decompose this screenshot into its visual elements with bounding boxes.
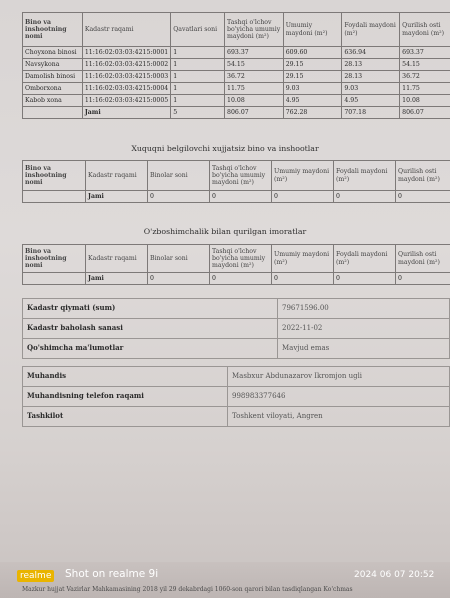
cell: 11:16:02:03:03:4215:0005 bbox=[82, 95, 170, 107]
cell: 693.37 bbox=[400, 47, 450, 59]
header-cell: Kadastr raqami bbox=[86, 245, 148, 273]
header-cell: Qurilish osti maydoni (m²) bbox=[396, 245, 450, 273]
photo-timestamp: 2024 06 07 20:52 bbox=[354, 570, 435, 580]
footer-note: Mazkur hujjat Vazirlar Mahkamasining 2018 yil 29 dekabrdagi 1060-son qarori bilan tasdiqlangan Ko'chmas bbox=[22, 586, 353, 593]
cell: 11:16:02:03:03:4215:0003 bbox=[82, 71, 170, 83]
info-row bbox=[23, 367, 450, 387]
cell: 693.37 bbox=[225, 47, 284, 59]
cell: 1 bbox=[171, 59, 225, 71]
header-cell: Binolar soni bbox=[148, 161, 210, 191]
cell: 36.72 bbox=[225, 71, 284, 83]
cell: 11:16:02:03:03:4215:0004 bbox=[82, 83, 170, 95]
cell: 11:16:02:03:03:4215:0001 bbox=[82, 47, 170, 59]
cell: 4.95 bbox=[283, 95, 342, 107]
cell: 1 bbox=[171, 71, 225, 83]
info-value: 79671596.00 bbox=[278, 299, 450, 319]
cell: 0 bbox=[396, 191, 450, 203]
undocumented-buildings-table bbox=[22, 160, 450, 203]
info-label: Tashkilot bbox=[23, 407, 228, 427]
cell: 9.03 bbox=[342, 83, 400, 95]
cell: 29.15 bbox=[283, 59, 342, 71]
total-label: Jami bbox=[86, 273, 148, 285]
cell: 54.15 bbox=[225, 59, 284, 71]
cell: Damolish binosi bbox=[23, 71, 83, 83]
header-cell: Bino va inshootning nomi bbox=[23, 245, 86, 273]
cell bbox=[23, 273, 86, 285]
cell: 1 bbox=[171, 83, 225, 95]
total-row bbox=[23, 107, 450, 119]
header-cell: Qurilish osti maydoni (m²) bbox=[396, 161, 450, 191]
cell: 11:16:02:03:03:4215:0002 bbox=[82, 59, 170, 71]
header-cell: Foydali maydoni (m²) bbox=[342, 13, 400, 47]
cell: 0 bbox=[272, 191, 334, 203]
cell: 707.18 bbox=[342, 107, 400, 119]
cell: 0 bbox=[334, 273, 396, 285]
realme-logo: realme bbox=[17, 570, 54, 582]
total-label: Jami bbox=[86, 191, 148, 203]
total-row bbox=[23, 191, 450, 203]
header-cell: Foydali maydoni (m²) bbox=[334, 245, 396, 273]
table-row bbox=[23, 95, 450, 107]
cell: 609.60 bbox=[283, 47, 342, 59]
info-label: Qo'shimcha ma'lumotlar bbox=[23, 339, 278, 359]
cell: 806.07 bbox=[225, 107, 284, 119]
header-cell: Kadastr raqami bbox=[86, 161, 148, 191]
header-cell: Umumiy maydoni (m²) bbox=[272, 245, 334, 273]
header-cell: Binolar soni bbox=[148, 245, 210, 273]
cell: 1 bbox=[171, 95, 225, 107]
info-label: Muhandis bbox=[23, 367, 228, 387]
cell: 28.13 bbox=[342, 59, 400, 71]
info-value: Toshkent viloyati, Angren bbox=[228, 407, 450, 427]
info-row bbox=[23, 319, 450, 339]
info-row bbox=[23, 387, 450, 407]
header-cell: Tashqi o'lchov bo'yicha umumiy maydoni (m²) bbox=[210, 245, 272, 273]
cell: 11.75 bbox=[225, 83, 284, 95]
cell: 762.28 bbox=[283, 107, 342, 119]
total-row bbox=[23, 273, 450, 285]
cell: 0 bbox=[210, 191, 272, 203]
cell: 0 bbox=[148, 273, 210, 285]
info-row bbox=[23, 299, 450, 319]
cell: 28.13 bbox=[342, 71, 400, 83]
info-value: 998983377646 bbox=[228, 387, 450, 407]
cell: 11.75 bbox=[400, 83, 450, 95]
cell: 0 bbox=[396, 273, 450, 285]
header-cell: Umumiy maydoni (m²) bbox=[272, 161, 334, 191]
cell: 5 bbox=[171, 107, 225, 119]
cell: Choyxona binosi bbox=[23, 47, 83, 59]
total-label: Jami bbox=[82, 107, 170, 119]
cell bbox=[23, 107, 83, 119]
cell: 29.15 bbox=[283, 71, 342, 83]
info-value: Masbxur Abdunazarov Ikromjon ugli bbox=[228, 367, 450, 387]
info-label: Kadastr qiymati (sum) bbox=[23, 299, 278, 319]
info-value: Mavjud emas bbox=[278, 339, 450, 359]
shot-on-watermark: Shot on realme 9i bbox=[65, 568, 159, 580]
cell: 0 bbox=[334, 191, 396, 203]
info-value: 2022-11-02 bbox=[278, 319, 450, 339]
header-cell: Qurilish osti maydoni (m²) bbox=[400, 13, 450, 47]
buildings-table-header bbox=[23, 13, 450, 47]
unauthorized-buildings-table bbox=[22, 244, 450, 285]
valuation-info-table bbox=[22, 298, 450, 359]
cell: Navsykona bbox=[23, 59, 83, 71]
section-title: O'zboshimchalik bilan qurilgan imoratlar bbox=[143, 227, 307, 236]
info-row bbox=[23, 339, 450, 359]
cell: Omborxona bbox=[23, 83, 83, 95]
header-cell: Bino va inshootning nomi bbox=[23, 161, 86, 191]
cell: 10.08 bbox=[225, 95, 284, 107]
cell: 806.07 bbox=[400, 107, 450, 119]
info-label: Kadastr baholash sanasi bbox=[23, 319, 278, 339]
cell: 4.95 bbox=[342, 95, 400, 107]
header-cell: Bino va inshootning nomi bbox=[23, 13, 83, 47]
cell: 0 bbox=[210, 273, 272, 285]
table-header bbox=[23, 161, 450, 191]
header-cell: Umumiy maydoni (m²) bbox=[283, 13, 342, 47]
info-row bbox=[23, 407, 450, 427]
cell: 0 bbox=[272, 273, 334, 285]
header-cell: Kadastr raqami bbox=[82, 13, 170, 47]
cell: 1 bbox=[171, 47, 225, 59]
buildings-table bbox=[22, 12, 450, 119]
header-cell: Tashqi o'lchov bo'yicha umumiy maydoni (m²) bbox=[225, 13, 284, 47]
cell: 9.03 bbox=[283, 83, 342, 95]
cell: 36.72 bbox=[400, 71, 450, 83]
cell: 10.08 bbox=[400, 95, 450, 107]
table-row bbox=[23, 71, 450, 83]
header-cell: Tashqi o'lchov bo'yicha umumiy maydoni (m²) bbox=[210, 161, 272, 191]
cell: 0 bbox=[148, 191, 210, 203]
engineer-info-table bbox=[22, 366, 450, 427]
table-header bbox=[23, 245, 450, 273]
cell: Kabob xona bbox=[23, 95, 83, 107]
table-row bbox=[23, 83, 450, 95]
header-cell: Foydali maydoni (m²) bbox=[334, 161, 396, 191]
table-row bbox=[23, 47, 450, 59]
header-cell: Qavatlari soni bbox=[171, 13, 225, 47]
info-label: Muhandisning telefon raqami bbox=[23, 387, 228, 407]
cell bbox=[23, 191, 86, 203]
table-row bbox=[23, 59, 450, 71]
cell: 636.94 bbox=[342, 47, 400, 59]
cell: 54.15 bbox=[400, 59, 450, 71]
section-title: Xuquqni belgilovchi xujjatsiz bino va inshootlar bbox=[131, 144, 319, 153]
